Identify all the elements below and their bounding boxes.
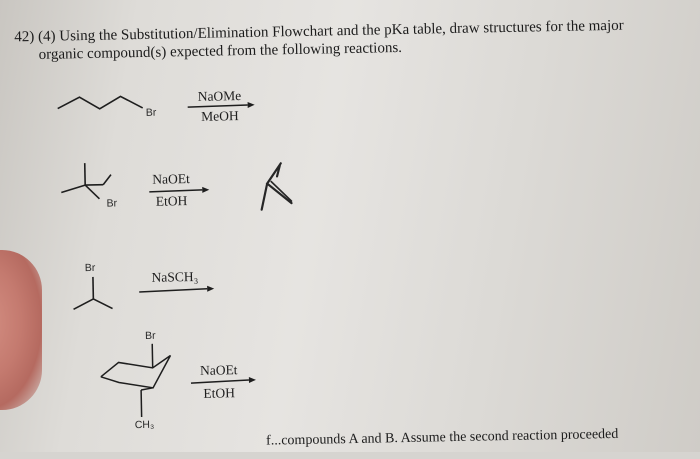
reaction-4-ch3-label: CH₃ [135, 419, 155, 431]
thumb-in-photo [0, 250, 42, 410]
reaction-2-br-label: Br [106, 197, 117, 209]
reaction-3-br-label: Br [85, 262, 96, 274]
reaction-1-solvent: MeOH [190, 108, 250, 125]
question-line-1: 42) (4) Using the Substitution/Elimination Flowchart and the pKa table, draw structures for the major [14, 18, 624, 46]
reaction-1-reagent: NaOMe [189, 88, 249, 105]
reaction-2-reagent: NaOEt [146, 171, 196, 188]
reaction-2-solvent: EtOH [146, 193, 196, 210]
footer-text: f...compounds A and B. Assume the second reaction proceeded [266, 427, 618, 450]
reaction-1-br-label: Br [146, 107, 157, 119]
reaction-3-reagent: NaSCH₃ [141, 269, 209, 286]
reaction-4-reagent: NaOEt [191, 362, 247, 379]
reaction-4-arrow [191, 380, 249, 383]
question-line-2: organic compound(s) expected from the following reactions. [15, 40, 403, 63]
reaction-4-br-label: Br [145, 330, 156, 342]
reaction-4-solvent: EtOH [191, 385, 247, 402]
